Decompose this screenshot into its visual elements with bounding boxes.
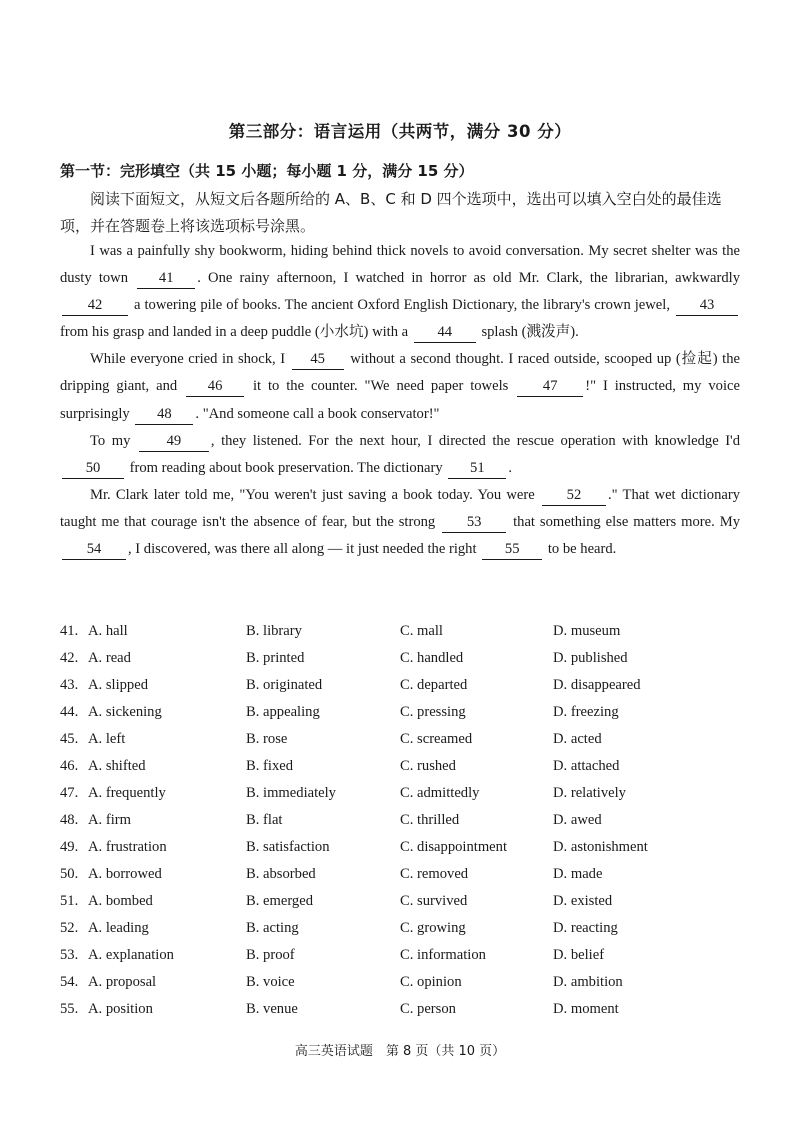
- question-number: 53.: [60, 947, 79, 963]
- question-number: 50.: [60, 866, 79, 882]
- passage-text: !" I instructed, my voice surprisingly: [60, 378, 740, 422]
- passage-text: to be heard.: [547, 541, 617, 558]
- option-b: B. flat: [246, 812, 283, 828]
- question-row-49: [60, 834, 740, 861]
- blank-41: 41: [137, 269, 195, 289]
- option-d: D. belief: [553, 947, 605, 963]
- blank-43: 43: [676, 296, 738, 316]
- passage-paragraph: [60, 346, 740, 427]
- option-d: D. existed: [553, 893, 613, 909]
- blank-51: 51: [448, 459, 506, 479]
- question-row-41: [60, 618, 740, 645]
- passage-text: from reading about book preservation. The dictionary: [129, 459, 443, 476]
- option-c: C. removed: [400, 866, 469, 882]
- option-a: A. leading: [88, 920, 149, 936]
- blank-48: 48: [135, 405, 193, 425]
- option-d: D. made: [553, 866, 603, 882]
- option-d: D. freezing: [553, 704, 619, 720]
- option-b: B. printed: [246, 650, 305, 666]
- option-c: C. admittedly: [400, 785, 480, 801]
- option-a: A. shifted: [88, 758, 146, 774]
- question-number: 48.: [60, 812, 79, 828]
- option-a: A. borrowed: [88, 866, 162, 882]
- blank-47: 47: [517, 377, 583, 397]
- page-footer: 高三英语试题 第 8 页（共 10 页）: [294, 1044, 506, 1059]
- blank-50: 50: [62, 459, 124, 479]
- option-b: B. satisfaction: [246, 839, 330, 855]
- question-row-42: [60, 645, 740, 672]
- option-a: A. hall: [88, 623, 128, 639]
- question-row-45: [60, 726, 740, 753]
- option-c: C. person: [400, 1001, 456, 1017]
- question-number: 49.: [60, 839, 79, 855]
- question-row-44: [60, 699, 740, 726]
- passage-text: Mr. Clark later told me, "You weren't just saving a book today. You were: [90, 486, 535, 503]
- blank-45: 45: [292, 350, 344, 370]
- option-d: D. acted: [553, 731, 602, 747]
- option-b: B. rose: [246, 731, 288, 747]
- option-b: B. library: [246, 623, 302, 639]
- question-row-48: [60, 807, 740, 834]
- passage-text: . "And someone call a book conservator!": [195, 405, 440, 422]
- passage-paragraph: [60, 238, 740, 346]
- option-d: D. disappeared: [553, 677, 641, 693]
- option-d: D. museum: [553, 623, 621, 639]
- option-c: C. information: [400, 947, 486, 963]
- passage-text: it to the counter. "We need paper towels: [252, 378, 509, 395]
- option-a: A. frequently: [88, 785, 166, 801]
- option-a: A. frustration: [88, 839, 167, 855]
- question-row-46: [60, 753, 740, 780]
- option-b: B. appealing: [246, 704, 320, 720]
- option-a: A. left: [88, 731, 126, 747]
- question-row-55: [60, 996, 740, 1023]
- question-row-47: [60, 780, 740, 807]
- passage-text: ." That wet dictionary taught me that courage isn't the absence of fear, but the strong: [60, 486, 741, 530]
- blank-49: 49: [139, 432, 209, 452]
- passage-text: , they listened. For the next hour, I directed the rescue operation with knowledge I'd: [210, 432, 740, 449]
- question-row-54: [60, 969, 740, 996]
- option-b: B. venue: [246, 1001, 298, 1017]
- blank-52: 52: [542, 486, 606, 506]
- question-number: 43.: [60, 677, 79, 693]
- blank-53: 53: [442, 513, 506, 533]
- option-a: A. firm: [88, 812, 131, 828]
- option-b: B. fixed: [246, 758, 294, 774]
- question-number: 47.: [60, 785, 79, 801]
- question-number: 44.: [60, 704, 79, 720]
- option-c: C. rushed: [400, 758, 456, 774]
- question-row-52: [60, 915, 740, 942]
- passage-text: To my: [90, 432, 131, 449]
- option-c: C. pressing: [400, 704, 466, 720]
- option-c: C. disappointment: [400, 839, 508, 855]
- option-c: C. thrilled: [400, 812, 460, 828]
- option-a: A. read: [88, 650, 131, 666]
- option-d: D. published: [553, 650, 628, 666]
- passage-text: splash (溅泼声).: [481, 324, 579, 341]
- passage-text: without a second thought. I raced outside, scooped up (捡起) the dripping giant, and: [60, 351, 740, 395]
- passage-paragraph: [60, 428, 740, 482]
- option-d: D. ambition: [553, 974, 623, 990]
- passage-text: While everyone cried in shock, I: [90, 351, 286, 368]
- question-number: 45.: [60, 731, 79, 747]
- cloze-passage: [60, 238, 740, 563]
- question-number: 54.: [60, 974, 79, 990]
- question-row-53: [60, 942, 740, 969]
- option-d: D. relatively: [553, 785, 626, 801]
- passage-text: a towering pile of books. The ancient Oxford English Dictionary, the library's crown jewel,: [134, 297, 670, 314]
- option-c: C. departed: [400, 677, 468, 693]
- option-c: C. handled: [400, 650, 464, 666]
- option-b: B. voice: [246, 974, 295, 990]
- question-number: 41.: [60, 623, 79, 639]
- question-row-43: [60, 672, 740, 699]
- option-c: C. opinion: [400, 974, 462, 990]
- passage-text: .: [508, 459, 512, 476]
- question-number: 42.: [60, 650, 79, 666]
- option-d: D. reacting: [553, 920, 618, 936]
- option-c: C. screamed: [400, 731, 473, 747]
- option-a: A. bombed: [88, 893, 153, 909]
- option-b: B. originated: [246, 677, 323, 693]
- passage-text: I was a painfully shy bookworm, hiding behind thick novels to avoid conversation. My secret shelter was the dusty town: [60, 243, 740, 287]
- passage-text: . One rainy afternoon, I watched in horror as old Mr. Clark, the librarian, awkwardly: [197, 270, 741, 287]
- passage-text: that something else matters more. My: [513, 513, 740, 530]
- option-c: C. mall: [400, 623, 443, 639]
- question-row-50: [60, 861, 740, 888]
- option-a: A. proposal: [88, 974, 157, 990]
- question-number: 46.: [60, 758, 79, 774]
- option-a: A. slipped: [88, 677, 148, 693]
- option-d: D. awed: [553, 812, 602, 828]
- blank-44: 44: [414, 323, 476, 343]
- question-number: 55.: [60, 1001, 79, 1017]
- option-b: B. proof: [246, 947, 295, 963]
- option-b: B. acting: [246, 920, 299, 936]
- option-d: D. moment: [553, 1001, 619, 1017]
- option-b: B. emerged: [246, 893, 314, 909]
- instructions: 阅读下面短文，从短文后各题所给的 A、B、C 和 D 四个选项中，选出可以填入空白处的最佳选项，并在答题卷上将该选项标号涂黑。: [60, 190, 722, 235]
- option-a: A. sickening: [88, 704, 162, 720]
- option-d: D. astonishment: [553, 839, 648, 855]
- section-header: 第一节：完形填空（共 15 小题；每小题 1 分，满分 15 分）: [60, 162, 474, 180]
- answer-options: [60, 618, 740, 1023]
- question-number: 52.: [60, 920, 79, 936]
- option-b: B. absorbed: [246, 866, 316, 882]
- question-row-51: [60, 888, 740, 915]
- passage-text: from his grasp and landed in a deep puddle (小水坑) with a: [60, 324, 409, 341]
- blank-54: 54: [62, 540, 126, 560]
- option-a: A. explanation: [88, 947, 174, 963]
- option-a: A. position: [88, 1001, 153, 1017]
- blank-42: 42: [62, 296, 128, 316]
- option-d: D. attached: [553, 758, 620, 774]
- passage-text: , I discovered, was there all along — it just needed the right: [128, 541, 477, 558]
- blank-46: 46: [186, 377, 244, 397]
- page-title: 第三部分：语言运用（共两节，满分 30 分）: [228, 122, 572, 141]
- option-c: C. growing: [400, 920, 466, 936]
- passage-paragraph: [60, 482, 740, 563]
- option-c: C. survived: [400, 893, 468, 909]
- blank-55: 55: [482, 540, 542, 560]
- question-number: 51.: [60, 893, 79, 909]
- option-b: B. immediately: [246, 785, 336, 801]
